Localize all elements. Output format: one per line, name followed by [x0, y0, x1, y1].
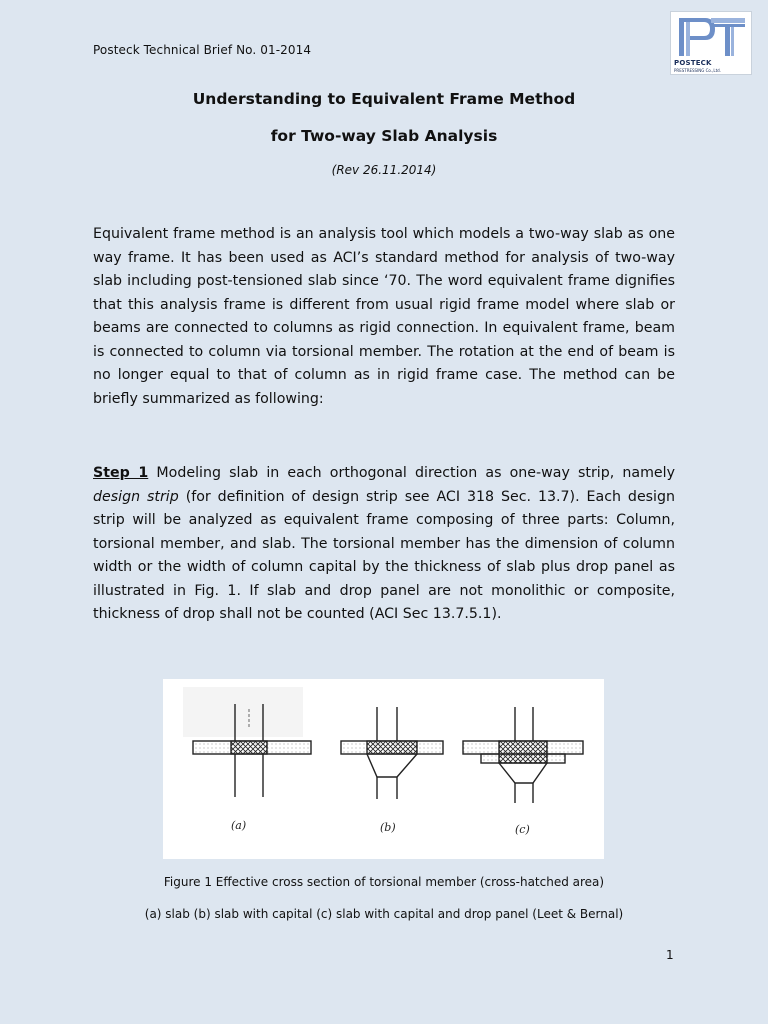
- label-b: (b): [380, 821, 396, 834]
- intro-paragraph: Equivalent frame method is an analysis tool which models a two-way slab as one way frame. It has been used as ACI’s standard method for analysis of two-way slab including post-tensioned slab since ‘70. The word equivalent frame dignifies that this analysis frame is different from usual rigid frame model where slab or beams are connected to columns as rigid connection. In equivalent frame, beam is connected to column via torsional member. The rotation at the end of beam is no longer equal to that of column as in rigid frame case. The method can be briefly summarized as following:: [93, 226, 675, 407]
- brief-number: Posteck Technical Brief No. 01-2014: [93, 43, 312, 57]
- document-title-line1: Understanding to Equivalent Frame Method: [192, 90, 576, 108]
- figure-caption-line2: (a) slab (b) slab with capital (c) slab with capital and drop panel (Leet & Bernal): [144, 907, 624, 921]
- figure-caption-line1: Figure 1 Effective cross section of torsional member (cross-hatched area): [163, 875, 605, 889]
- step1-label: Step 1: [93, 465, 149, 481]
- cross-section-diagram-icon: [163, 679, 604, 859]
- step1-text-b: (for definition of design strip see ACI 318 Sec. 13.7). Each design strip will be analyzed as equivalent frame composing of three parts: Column, torsional member, and slab. The torsional member has the dimension of column width or the width of column capital by the thickness of slab plus drop panel as illustrated in Fig. 1. If slab and drop panel are not monolithic or composite, thickness of drop shall not be counted (ACI Sec 13.7.5.1).: [93, 488, 675, 622]
- document-title-line2: for Two-way Slab Analysis: [270, 127, 498, 145]
- posteck-logo: [670, 11, 752, 75]
- diagram-c-slab-with-drop-panel: [463, 707, 583, 836]
- step1-paragraph: [93, 462, 675, 627]
- label-c: (c): [515, 823, 530, 836]
- logo-subtitle: PRESTRESSING Co.,Ltd.: [674, 68, 721, 73]
- diagram-b-slab-with-capital: [341, 707, 443, 834]
- label-a: (a): [231, 819, 247, 832]
- logo-name: POSTECK: [674, 59, 712, 67]
- step1-text-a: Modeling slab in each orthogonal direction as one-way strip, namely: [148, 465, 675, 481]
- figure-1-torsional-member: [163, 679, 604, 859]
- revision-date: (Rev 26.11.2014): [331, 163, 437, 177]
- design-strip-term: design strip: [93, 488, 179, 505]
- page-number: 1: [666, 948, 674, 962]
